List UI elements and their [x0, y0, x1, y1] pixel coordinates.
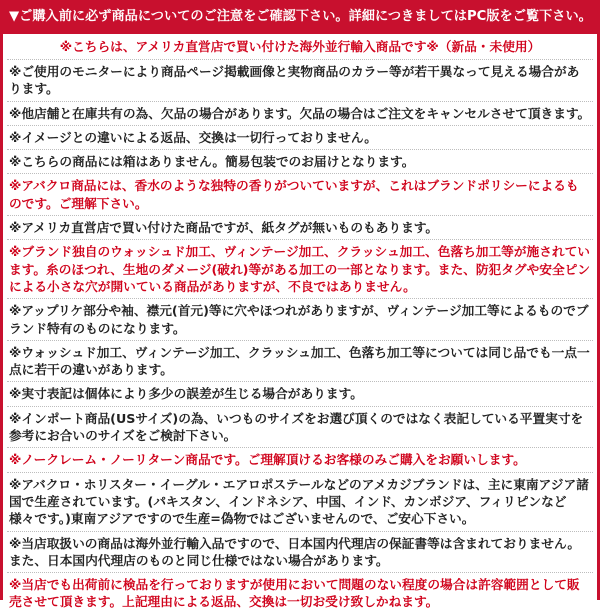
notice-item: ※イメージとの違いによる返品、交換は一切行っておりません。: [7, 126, 593, 150]
notice-list: [7, 60, 593, 614]
notice-subtitle: ※こちらは、アメリカ直営店で買い付けた海外並行輸入商品です※（新品・未使用）: [7, 38, 593, 60]
notice-item: ※アバクロ商品には、香水のような独特の香りがついていますが、これはブランドポリシーによるものです。ご理解下さい。: [7, 174, 593, 216]
notice-header: ▼ご購入前に必ず商品についてのご注意をご確認下さい。詳細につきましてはPC版をご覧下さい。: [3, 0, 597, 34]
notice-item: ※アバクロ・ホリスター・イーグル・エアロポステールなどのアメカジブランドは、主に東南アジア諸国で生産されています。(パキスタン、インドネシア、中国、インド、カンボジア、フィリピンなど様々です。)東南アジアですので生産=偽物ではございませんので、ご安心下さい。: [7, 473, 593, 532]
notice-item: ※アメリカ直営店で買い付けた商品ですが、紙タグが無いものもあります。: [7, 216, 593, 240]
notice-item: ※ノークレーム・ノーリターン商品です。ご理解頂けるお客様のみご購入をお願いします。: [7, 448, 593, 472]
notice-item: ※他店舗と在庫共有の為、欠品の場合があります。欠品の場合はご注文をキャンセルさせて頂きます。: [7, 102, 593, 126]
notice-item: ※実寸表記は個体により多少の誤差が生じる場合があります。: [7, 382, 593, 406]
notice-content: [3, 34, 597, 614]
notice-item: ※ウォッシュド加工、ヴィンテージ加工、クラッシュ加工、色落ち加工等については同じ品でも一点一点に若干の違いがあります。: [7, 341, 593, 383]
notice-item: ※ブランド独自のウォッシュド加工、ヴィンテージ加工、クラッシュ加工、色落ち加工等が施されています。糸のほつれ、生地のダメージ(破れ)等がある加工の一部となります。また、防犯タグや安全ピンによる小さな穴が開いている商品がありますが、不良ではありません。: [7, 240, 593, 299]
notice-item: ※アップリケ部分や袖、襟元(首元)等に穴やほつれがありますが、ヴィンテージ加工等によるものでブランド特有のものになります。: [7, 299, 593, 341]
notice-item: ※こちらの商品には箱はありません。簡易包装でのお届けとなります。: [7, 150, 593, 174]
notice-item: ※インポート商品(USサイズ)の為、いつものサイズをお選び頂くのではなく表記している平置実寸を参考にお合いのサイズをご検討下さい。: [7, 407, 593, 449]
notice-item: ※ご使用のモニターにより商品ページ掲載画像と実物商品のカラー等が若干異なって見える場合があります。: [7, 60, 593, 102]
notice-item: ※当店でも出荷前に検品を行っておりますが使用において問題のない程度の場合は許容範囲として販売させて頂きます。上記理由による返品、交換は一切お受け致しかねます。: [9, 577, 580, 610]
notice-item: ※当店取扱いの商品は海外並行輸入品ですので、日本国内代理店の保証書等は含まれておりません。また、日本国内代理店のものと同じ仕様ではない場合があります。: [7, 532, 593, 574]
